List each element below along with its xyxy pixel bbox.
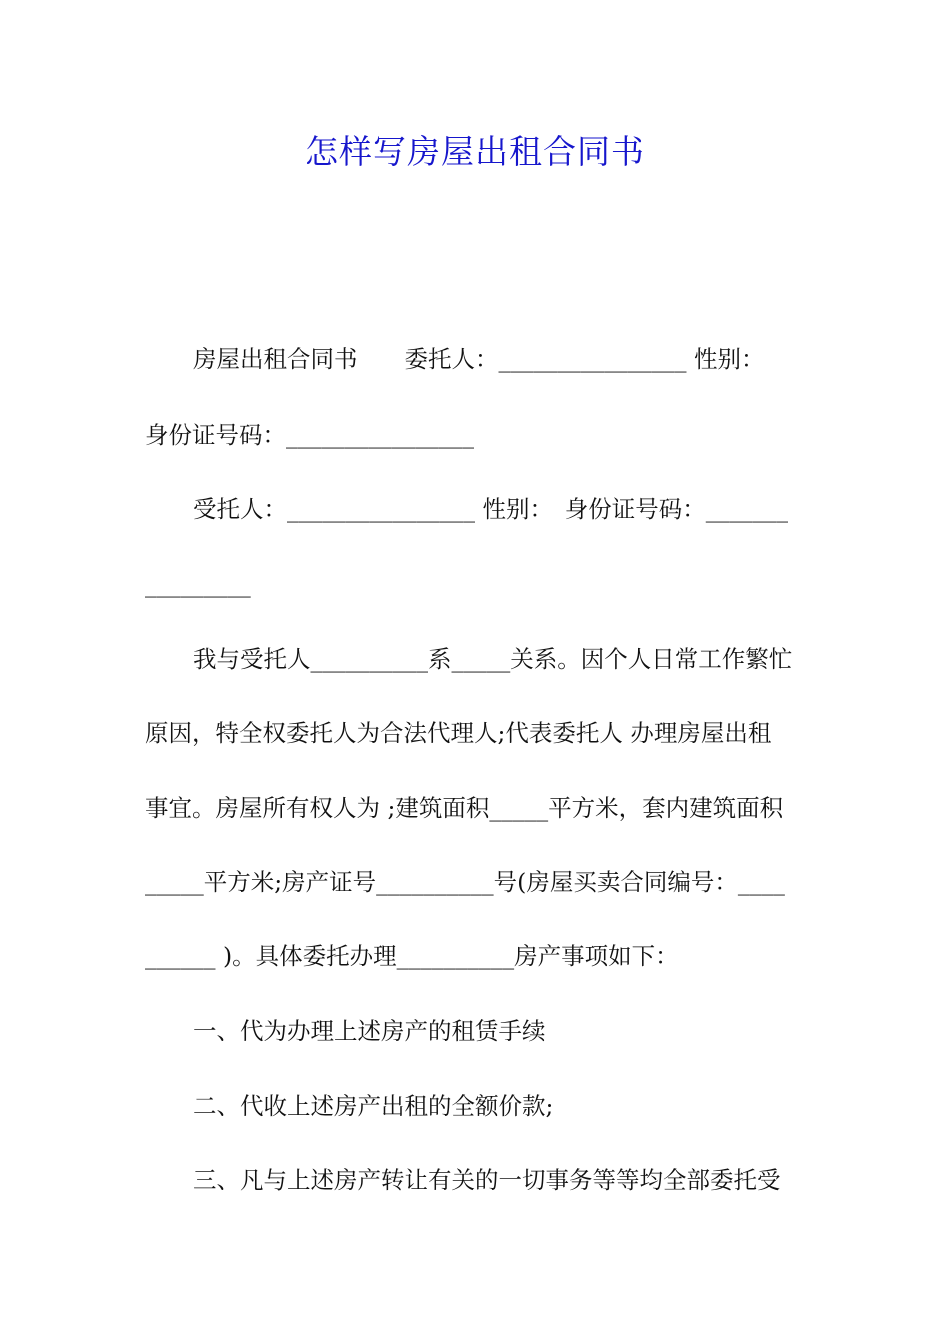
text-line: _____平方米;房产证号__________号(房屋买卖合同编号：____ xyxy=(145,868,785,896)
text-line: ______ )。具体委托办理__________房产事项如下： xyxy=(145,942,679,970)
text-line: 受托人：________________ 性别： 身份证号码：_______ xyxy=(193,495,788,523)
text-line: 我与受托人__________系_____关系。因个人日常工作繁忙 xyxy=(193,645,793,673)
text-line: 二、代收上述房产出租的全额价款; xyxy=(193,1092,554,1120)
text-line: 原因，特全权委托人为合法代理人;代表委托人 办理房屋出租 xyxy=(145,719,772,747)
document-title: 怎样写房屋出租合同书 xyxy=(305,132,645,171)
text-line: 身份证号码：________________ xyxy=(145,421,474,449)
text-line: 一、代为办理上述房产的租赁手续 xyxy=(193,1017,546,1045)
text-line: 三、凡与上述房产转让有关的一切事务等等均全部委托受 xyxy=(193,1166,781,1194)
text-line: 事宜。房屋所有权人为 ;建筑面积_____平方米，套内建筑面积 xyxy=(145,794,784,822)
text-line: 房屋出租合同书 委托人：________________ 性别： xyxy=(193,345,765,373)
text-line: _________ xyxy=(145,570,251,598)
